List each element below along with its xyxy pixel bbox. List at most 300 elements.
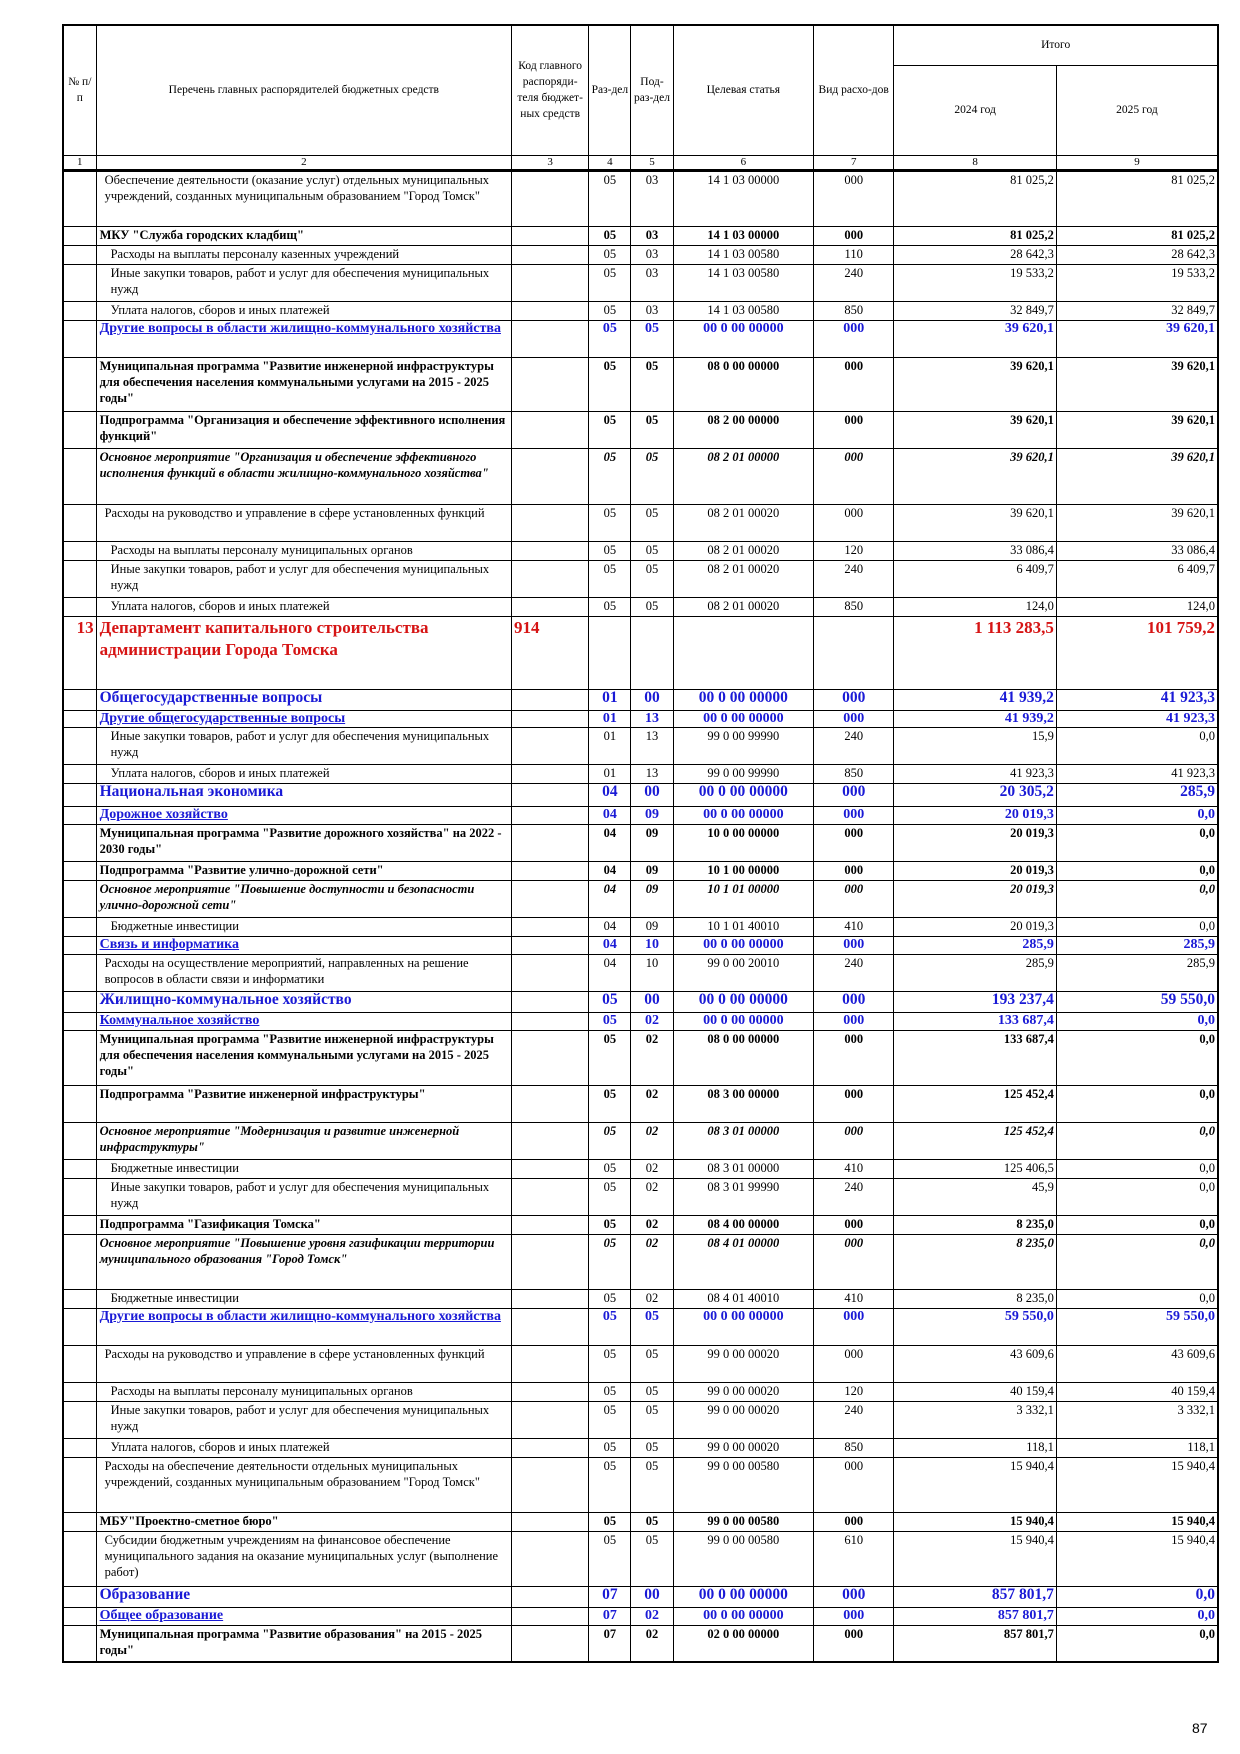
row-target-article: 00 0 00 00000	[673, 783, 813, 806]
page-number: 87	[1192, 1720, 1208, 1736]
row-number: 13	[63, 616, 96, 689]
row-section: 07	[589, 1625, 631, 1662]
table-row	[63, 1512, 1218, 1531]
row-section: 04	[589, 783, 631, 806]
row-name: Другие общегосударственные вопросы	[96, 710, 511, 727]
row-subsection: 02	[631, 1122, 673, 1159]
row-amount-2025: 41 923,3	[1056, 710, 1218, 727]
row-number	[63, 783, 96, 806]
row-subsection: 13	[631, 710, 673, 727]
row-section: 05	[589, 1159, 631, 1178]
row-amount-2024: 41 939,2	[894, 689, 1057, 710]
row-admin-code	[512, 710, 589, 727]
row-amount-2024: 8 235,0	[894, 1234, 1057, 1289]
row-amount-2025: 0,0	[1056, 1159, 1218, 1178]
row-name: Основное мероприятие "Повышение уровня газификации территории муниципального образования "Город Томск"	[96, 1234, 511, 1289]
row-amount-2024: 857 801,7	[894, 1586, 1057, 1607]
row-admin-code	[512, 504, 589, 541]
row-subsection: 10	[631, 954, 673, 991]
row-expense-type: 240	[814, 1178, 894, 1215]
row-number	[63, 1308, 96, 1345]
row-admin-code	[512, 357, 589, 411]
row-number	[63, 727, 96, 764]
row-target-article: 08 3 01 00000	[673, 1159, 813, 1178]
table-row	[63, 1531, 1218, 1586]
row-amount-2024: 39 620,1	[894, 320, 1057, 357]
row-expense-type: 000	[814, 504, 894, 541]
row-name: Расходы на обеспечение деятельности отдельных муниципальных учреждений, созданных муниципальным образованием "Город Томск"	[96, 1457, 511, 1512]
row-subsection: 03	[631, 301, 673, 320]
row-name: Подпрограмма "Развитие улично-дорожной сети"	[96, 861, 511, 880]
table-row	[63, 764, 1218, 783]
row-section: 05	[589, 991, 631, 1012]
table-row	[63, 1308, 1218, 1345]
table-row	[63, 597, 1218, 616]
row-amount-2024: 857 801,7	[894, 1607, 1057, 1625]
row-expense-type: 000	[814, 1308, 894, 1345]
row-amount-2024: 6 409,7	[894, 560, 1057, 597]
row-name: Субсидии бюджетным учреждениям на финансовое обеспечение муниципального задания на оказание муниципальных услуг (выполнение работ)	[96, 1531, 511, 1586]
row-section: 05	[589, 357, 631, 411]
row-subsection	[631, 616, 673, 689]
row-amount-2024: 285,9	[894, 936, 1057, 954]
row-name: Подпрограмма "Организация и обеспечение эффективного исполнения функций"	[96, 411, 511, 448]
row-name: Общегосударственные вопросы	[96, 689, 511, 710]
row-subsection: 05	[631, 357, 673, 411]
row-admin-code	[512, 597, 589, 616]
row-number	[63, 301, 96, 320]
table-row	[63, 824, 1218, 861]
row-admin-code	[512, 727, 589, 764]
row-section: 05	[589, 597, 631, 616]
table-row	[63, 1085, 1218, 1122]
row-expense-type: 000	[814, 1345, 894, 1382]
row-subsection: 02	[631, 1625, 673, 1662]
row-admin-code	[512, 560, 589, 597]
row-name: Подпрограмма "Газификация Томска"	[96, 1215, 511, 1234]
row-name: Расходы на выплаты персоналу казенных учреждений	[96, 245, 511, 264]
row-name: Уплата налогов, сборов и иных платежей	[96, 764, 511, 783]
row-admin-code	[512, 1215, 589, 1234]
column-number: 1	[63, 155, 96, 170]
table-row	[63, 1438, 1218, 1457]
row-admin-code: 914	[512, 616, 589, 689]
header-year-2024: 2024 год	[894, 65, 1057, 155]
row-section: 05	[589, 560, 631, 597]
row-subsection: 09	[631, 917, 673, 936]
row-admin-code	[512, 1085, 589, 1122]
row-target-article: 00 0 00 00000	[673, 1012, 813, 1030]
row-expense-type: 850	[814, 301, 894, 320]
row-expense-type	[814, 616, 894, 689]
row-amount-2025: 0,0	[1056, 1030, 1218, 1085]
row-amount-2024: 8 235,0	[894, 1215, 1057, 1234]
row-name: Уплата налогов, сборов и иных платежей	[96, 597, 511, 616]
row-name: Иные закупки товаров, работ и услуг для обеспечения муниципальных нужд	[96, 1401, 511, 1438]
row-name: Муниципальная программа "Развитие инженерной инфраструктуры для обеспечения населения коммунальными услугами на 2015 - 2025 годы"	[96, 1030, 511, 1085]
table-row	[63, 991, 1218, 1012]
table-body	[63, 170, 1218, 1662]
row-amount-2025: 59 550,0	[1056, 991, 1218, 1012]
row-name: Связь и информатика	[96, 936, 511, 954]
row-admin-code	[512, 170, 589, 226]
row-target-article: 99 0 00 99990	[673, 764, 813, 783]
row-admin-code	[512, 1531, 589, 1586]
row-target-article: 08 2 01 00020	[673, 597, 813, 616]
row-name: Другие вопросы в области жилищно-коммунального хозяйства	[96, 1308, 511, 1345]
row-target-article: 00 0 00 00000	[673, 1586, 813, 1607]
row-amount-2024: 20 019,3	[894, 917, 1057, 936]
row-admin-code	[512, 954, 589, 991]
row-name: Подпрограмма "Развитие инженерной инфраструктуры"	[96, 1085, 511, 1122]
row-target-article: 08 4 00 00000	[673, 1215, 813, 1234]
row-number	[63, 824, 96, 861]
row-subsection: 05	[631, 1401, 673, 1438]
row-expense-type: 850	[814, 1438, 894, 1457]
row-name: МКУ "Служба городских кладбищ"	[96, 226, 511, 245]
row-name: Расходы на руководство и управление в сфере установленных функций	[96, 504, 511, 541]
row-subsection: 05	[631, 1438, 673, 1457]
row-target-article: 08 4 01 40010	[673, 1289, 813, 1308]
column-number: 4	[589, 155, 631, 170]
row-target-article: 00 0 00 00000	[673, 806, 813, 824]
row-expense-type: 000	[814, 1234, 894, 1289]
row-target-article: 08 3 00 00000	[673, 1085, 813, 1122]
row-name: Жилищно-коммунальное хозяйство	[96, 991, 511, 1012]
row-amount-2025: 3 332,1	[1056, 1401, 1218, 1438]
row-target-article: 14 1 03 00580	[673, 245, 813, 264]
column-number: 2	[96, 155, 511, 170]
row-amount-2025: 0,0	[1056, 727, 1218, 764]
row-amount-2025: 0,0	[1056, 1234, 1218, 1289]
row-name: Расходы на выплаты персоналу муниципальных органов	[96, 541, 511, 560]
header-names: Перечень главных распорядителей бюджетных средств	[96, 25, 511, 155]
row-section: 01	[589, 689, 631, 710]
row-number	[63, 1457, 96, 1512]
row-section: 04	[589, 880, 631, 917]
row-admin-code	[512, 936, 589, 954]
row-expense-type: 000	[814, 991, 894, 1012]
row-admin-code	[512, 1030, 589, 1085]
table-row	[63, 541, 1218, 560]
row-number	[63, 1438, 96, 1457]
row-amount-2024: 15,9	[894, 727, 1057, 764]
row-section: 05	[589, 1531, 631, 1586]
column-number: 6	[673, 155, 813, 170]
row-section: 05	[589, 1457, 631, 1512]
row-number	[63, 448, 96, 504]
row-section: 05	[589, 245, 631, 264]
row-expense-type: 410	[814, 1159, 894, 1178]
row-name: Основное мероприятие "Модернизация и развитие инженерной инфраструктуры"	[96, 1122, 511, 1159]
row-number	[63, 1234, 96, 1289]
row-amount-2025: 39 620,1	[1056, 411, 1218, 448]
row-amount-2025: 285,9	[1056, 954, 1218, 991]
row-target-article: 08 3 01 99990	[673, 1178, 813, 1215]
column-number: 9	[1056, 155, 1218, 170]
row-amount-2025: 81 025,2	[1056, 170, 1218, 226]
row-target-article: 00 0 00 00000	[673, 991, 813, 1012]
table-row	[63, 1122, 1218, 1159]
row-number	[63, 1531, 96, 1586]
row-expense-type: 240	[814, 954, 894, 991]
row-subsection: 13	[631, 764, 673, 783]
row-admin-code	[512, 301, 589, 320]
row-admin-code	[512, 1178, 589, 1215]
row-amount-2024: 20 305,2	[894, 783, 1057, 806]
row-amount-2025: 0,0	[1056, 1289, 1218, 1308]
row-number	[63, 880, 96, 917]
row-subsection: 09	[631, 824, 673, 861]
row-amount-2024: 118,1	[894, 1438, 1057, 1457]
row-number	[63, 170, 96, 226]
row-section: 05	[589, 1012, 631, 1030]
row-amount-2024: 20 019,3	[894, 861, 1057, 880]
table-row	[63, 448, 1218, 504]
row-subsection: 03	[631, 245, 673, 264]
table-row	[63, 560, 1218, 597]
row-name: Уплата налогов, сборов и иных платежей	[96, 301, 511, 320]
row-admin-code	[512, 880, 589, 917]
row-target-article: 08 3 01 00000	[673, 1122, 813, 1159]
row-admin-code	[512, 764, 589, 783]
row-amount-2025: 15 940,4	[1056, 1512, 1218, 1531]
row-amount-2024: 124,0	[894, 597, 1057, 616]
row-section: 04	[589, 936, 631, 954]
row-section: 05	[589, 1345, 631, 1382]
row-admin-code	[512, 1586, 589, 1607]
row-amount-2024: 125 452,4	[894, 1085, 1057, 1122]
row-name: Муниципальная программа "Развитие образования" на 2015 - 2025 годы"	[96, 1625, 511, 1662]
row-subsection: 05	[631, 1382, 673, 1401]
row-amount-2024: 133 687,4	[894, 1012, 1057, 1030]
row-expense-type: 000	[814, 411, 894, 448]
row-number	[63, 1401, 96, 1438]
row-name: Расходы на руководство и управление в сфере установленных функций	[96, 1345, 511, 1382]
row-section: 05	[589, 1438, 631, 1457]
table-row	[63, 616, 1218, 689]
row-number	[63, 541, 96, 560]
row-amount-2025: 285,9	[1056, 783, 1218, 806]
row-section: 05	[589, 1030, 631, 1085]
row-admin-code	[512, 783, 589, 806]
row-admin-code	[512, 991, 589, 1012]
row-subsection: 02	[631, 1289, 673, 1308]
row-admin-code	[512, 245, 589, 264]
table-row	[63, 1234, 1218, 1289]
row-subsection: 02	[631, 1234, 673, 1289]
column-number: 7	[814, 155, 894, 170]
row-amount-2025: 33 086,4	[1056, 541, 1218, 560]
table-row	[63, 806, 1218, 824]
row-amount-2024: 15 940,4	[894, 1531, 1057, 1586]
row-number	[63, 1586, 96, 1607]
row-amount-2024: 193 237,4	[894, 991, 1057, 1012]
row-amount-2024: 33 086,4	[894, 541, 1057, 560]
table-row	[63, 357, 1218, 411]
row-amount-2025: 0,0	[1056, 1012, 1218, 1030]
row-target-article: 08 0 00 00000	[673, 357, 813, 411]
row-expense-type: 240	[814, 727, 894, 764]
row-target-article: 08 2 01 00020	[673, 560, 813, 597]
row-number	[63, 226, 96, 245]
table-row	[63, 1607, 1218, 1625]
row-number	[63, 1159, 96, 1178]
row-number	[63, 1215, 96, 1234]
row-admin-code	[512, 1625, 589, 1662]
row-section: 05	[589, 226, 631, 245]
row-subsection: 00	[631, 1586, 673, 1607]
row-target-article: 10 1 01 00000	[673, 880, 813, 917]
row-amount-2024: 39 620,1	[894, 411, 1057, 448]
row-section: 01	[589, 710, 631, 727]
row-expense-type: 120	[814, 1382, 894, 1401]
row-target-article: 99 0 00 99990	[673, 727, 813, 764]
row-name: Бюджетные инвестиции	[96, 1159, 511, 1178]
header-section: Раз-дел	[589, 25, 631, 155]
row-subsection: 03	[631, 264, 673, 301]
row-section: 04	[589, 954, 631, 991]
row-section: 01	[589, 764, 631, 783]
table-row	[63, 710, 1218, 727]
row-target-article: 99 0 00 00020	[673, 1382, 813, 1401]
row-number	[63, 245, 96, 264]
row-amount-2024: 125 452,4	[894, 1122, 1057, 1159]
row-section: 05	[589, 320, 631, 357]
table-row	[63, 1625, 1218, 1662]
row-name: Основное мероприятие "Повышение доступности и безопасности улично-дорожной сети"	[96, 880, 511, 917]
row-amount-2025: 0,0	[1056, 1215, 1218, 1234]
row-name: Основное мероприятие "Организация и обеспечение эффективного исполнения функций в области жилищно-коммунального хозяйства"	[96, 448, 511, 504]
row-section: 05	[589, 1308, 631, 1345]
row-amount-2025: 285,9	[1056, 936, 1218, 954]
row-expense-type: 000	[814, 1085, 894, 1122]
table-row	[63, 320, 1218, 357]
row-target-article: 14 1 03 00580	[673, 301, 813, 320]
row-amount-2024: 32 849,7	[894, 301, 1057, 320]
row-number	[63, 597, 96, 616]
column-number: 8	[894, 155, 1057, 170]
row-amount-2025: 40 159,4	[1056, 1382, 1218, 1401]
row-amount-2024: 43 609,6	[894, 1345, 1057, 1382]
row-amount-2024: 20 019,3	[894, 806, 1057, 824]
row-admin-code	[512, 1607, 589, 1625]
row-target-article: 10 0 00 00000	[673, 824, 813, 861]
row-target-article	[673, 616, 813, 689]
header-subsection: Под-раз-дел	[631, 25, 673, 155]
row-amount-2025: 0,0	[1056, 1607, 1218, 1625]
row-amount-2024: 81 025,2	[894, 170, 1057, 226]
table-row	[63, 1159, 1218, 1178]
header-expense-type: Вид расхо-дов	[814, 25, 894, 155]
row-amount-2024: 8 235,0	[894, 1289, 1057, 1308]
row-number	[63, 1122, 96, 1159]
row-expense-type: 000	[814, 1457, 894, 1512]
row-subsection: 05	[631, 1512, 673, 1531]
row-number	[63, 320, 96, 357]
table-row	[63, 1457, 1218, 1512]
row-admin-code	[512, 1234, 589, 1289]
row-target-article: 99 0 00 00580	[673, 1531, 813, 1586]
row-subsection: 00	[631, 991, 673, 1012]
row-amount-2024: 28 642,3	[894, 245, 1057, 264]
row-number	[63, 1512, 96, 1531]
row-admin-code	[512, 1438, 589, 1457]
table-row	[63, 1586, 1218, 1607]
row-subsection: 05	[631, 320, 673, 357]
row-target-article: 14 1 03 00000	[673, 226, 813, 245]
row-target-article: 99 0 00 00020	[673, 1401, 813, 1438]
table-row	[63, 245, 1218, 264]
row-expense-type: 410	[814, 917, 894, 936]
row-section: 05	[589, 1215, 631, 1234]
table-row	[63, 727, 1218, 764]
row-expense-type: 410	[814, 1289, 894, 1308]
row-subsection: 05	[631, 541, 673, 560]
row-amount-2024: 20 019,3	[894, 880, 1057, 917]
row-subsection: 00	[631, 783, 673, 806]
row-amount-2025: 28 642,3	[1056, 245, 1218, 264]
row-expense-type: 000	[814, 824, 894, 861]
row-amount-2024: 133 687,4	[894, 1030, 1057, 1085]
row-section: 05	[589, 1512, 631, 1531]
row-admin-code	[512, 1345, 589, 1382]
row-expense-type: 000	[814, 710, 894, 727]
row-number	[63, 954, 96, 991]
row-section: 05	[589, 301, 631, 320]
row-target-article: 99 0 00 20010	[673, 954, 813, 991]
row-amount-2025: 0,0	[1056, 824, 1218, 861]
row-name: Муниципальная программа "Развитие инженерной инфраструктуры для обеспечения населения коммунальными услугами на 2015 - 2025 годы"	[96, 357, 511, 411]
row-expense-type: 000	[814, 880, 894, 917]
table-row	[63, 1215, 1218, 1234]
row-expense-type: 240	[814, 264, 894, 301]
row-amount-2025: 39 620,1	[1056, 504, 1218, 541]
row-amount-2025: 6 409,7	[1056, 560, 1218, 597]
row-name: Общее образование	[96, 1607, 511, 1625]
row-amount-2025: 101 759,2	[1056, 616, 1218, 689]
row-section: 05	[589, 541, 631, 560]
table-row	[63, 783, 1218, 806]
row-admin-code	[512, 1308, 589, 1345]
table-row	[63, 301, 1218, 320]
row-number	[63, 1178, 96, 1215]
row-number	[63, 1012, 96, 1030]
row-target-article: 14 1 03 00000	[673, 170, 813, 226]
row-number	[63, 1625, 96, 1662]
row-admin-code	[512, 541, 589, 560]
row-name: Другие вопросы в области жилищно-коммунального хозяйства	[96, 320, 511, 357]
row-amount-2025: 0,0	[1056, 917, 1218, 936]
row-number	[63, 357, 96, 411]
row-number	[63, 806, 96, 824]
row-name: Расходы на осуществление мероприятий, направленных на решение вопросов в области связи и информатики	[96, 954, 511, 991]
row-name: Обеспечение деятельности (оказание услуг) отдельных муниципальных учреждений, созданных муниципальным образованием "Город Томск"	[96, 170, 511, 226]
row-amount-2024: 15 940,4	[894, 1512, 1057, 1531]
table-row	[63, 1030, 1218, 1085]
row-amount-2025: 0,0	[1056, 1085, 1218, 1122]
row-name: Бюджетные инвестиции	[96, 917, 511, 936]
row-expense-type: 000	[814, 1607, 894, 1625]
table-row	[63, 226, 1218, 245]
row-amount-2024: 125 406,5	[894, 1159, 1057, 1178]
row-target-article: 00 0 00 00000	[673, 320, 813, 357]
row-amount-2024: 19 533,2	[894, 264, 1057, 301]
row-target-article: 99 0 00 00020	[673, 1438, 813, 1457]
row-name: Уплата налогов, сборов и иных платежей	[96, 1438, 511, 1457]
row-target-article: 99 0 00 00020	[673, 1345, 813, 1382]
row-subsection: 03	[631, 226, 673, 245]
